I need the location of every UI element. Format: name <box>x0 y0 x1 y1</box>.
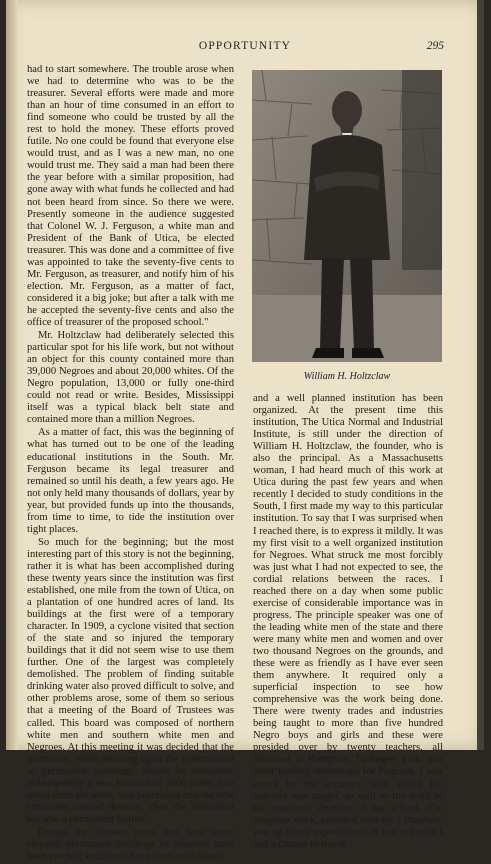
running-title: OPPORTUNITY <box>198 40 292 52</box>
paragraph: had to start somewhere. The trouble arose when we had to determine who was to be the treasurer. Several efforts were made and more than an hour of time consumed in an effort to find someone who could be trusted by all the rest to hold the money. These efforts proved futile. No one could be found that everyone else would trust, and as I was a new man, no one would trust me. They said a man had been there the year before with a similar proposition, had gone away with what funds he collected and had not been heard from since. So there we were. Presently someone in the audience suggested that Colonel W. J. Ferguson, a white man and President of the Bank of Utica, be elected treasurer. This was done and a committee of five was appointed to take the seventy-five cents to Mr. Ferguson, as treasurer, and notify him of his election. Mr. Ferguson, as a matter of fact, considered it a big joke; but after a talk with me he accepted the seventy-five cents and also the office of treasurer of the proposed school." <box>27 64 234 328</box>
portrait-image <box>252 70 442 362</box>
page-number: 295 <box>426 40 444 52</box>
right-column <box>253 393 443 852</box>
paragraph: So much for the beginning; but the most interesting part of this story is not the beginning, rather it is what has been accomplished during these twenty years since the institution was first established, one mile from the town of Utica, on a plantation of one hundred acres of land. Its buildings at the first were of a temporary character. In 1909, a cyclone visited that section of the state and so injured the temporary buildings that it did not seem wise to use them further. One of the largest was completely demolished. The problem of finding suitable drinking water also proved difficult to solve, and other problems arose, some of them so serious that a meeting of the Board of Trustees was called. This board was composed of northern white men and southern white men and Negroes. At this meeting it was decided that the institution, while entering upon the construction of permanent buildings, should be relocated. Subsequently a new location of 1600 acres, five miles from the town, was purchased and the new structures erected thereon. Thus the institution became a permanent fixture. <box>27 536 234 825</box>
left-column <box>27 64 234 864</box>
paragraph: and a well planned institution has been organized. At the present time this institution, The Utica Normal and Industrial Institute, is still under the direction of William H. Holtzclaw, the founder, who is also the principal. As a Massachusetts woman, I had heard much of this work at Utica during the past few years and when recently I decided to study conditions in the South, I first made my way to this particular institution. To say that I was surprised when I reached there, is to express it mildly. It was my first visit to a well organized institution for Negroes. What struck me most forcibly was just what I had not expected to see, the cordial relations between the races. I reached there on a day when some public exercise of considerable importance was in progress. The principle speaker was one of the leading white men of the state and there were many white men and women and over two thousand Negroes on the grounds, and these were as friendly as I have ever seen them anywhere. It required only a superficial inspection to see how comprehensive was the work being done. There were twenty trades and industries being taught to more than five hundred Negro boys and girls and these were presided over by twenty teachers, all educated at Hampton, Tuskegee, Fisk, and other leading institutions for Negroes. I was struck by the accuracy with which the industry was taught, as well as the work in the academic division of the school. The religious work, presided over by a chaplain, was up to my expectations. It was not until I had a chance to travel <box>253 393 443 850</box>
portrait-photo <box>252 70 442 362</box>
photo-caption: William H. Holtzclaw <box>303 371 391 382</box>
page-gutter <box>6 0 18 750</box>
binding-edge <box>477 0 484 750</box>
paragraph: As a matter of fact, this was the beginning of what has turned out to be one of the leading educational institutions in the South. Mr. Ferguson became its legal treasurer and remained so until his death, a few years ago. He not only held many thousands of dollars, year by year, but provided funds up into the thousands, from time to time, to tide the institution over tight places. <box>27 427 234 535</box>
paragraph: During the thirteen years that have since elapsed, permanent buildings of concrete have been erected; industries have been established; <box>27 826 234 863</box>
magazine-page <box>6 0 484 863</box>
paragraph: Mr. Holtzclaw had deliberately selected this particular spot for his life work, but not without an object for this county contained more than 39,000 Negroes and about 20,000 whites. Of the Negro population, 13,000 or fully one-third could not read or write. Besides, Mississippi itself was a typical black belt state and contained more than a million Negroes. <box>27 330 234 426</box>
